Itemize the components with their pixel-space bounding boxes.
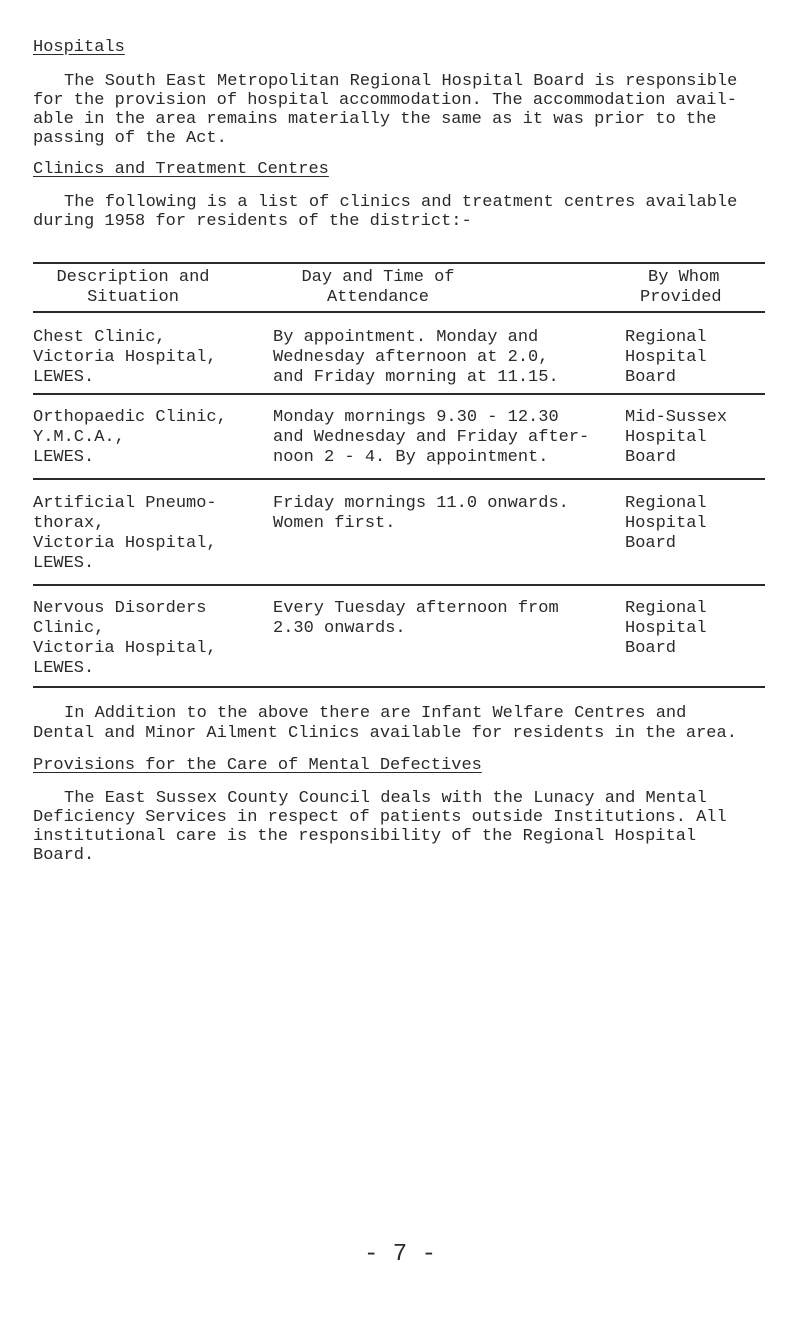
row-description: Nervous Disorders Clinic, Victoria Hospital, LEWES. xyxy=(33,599,217,678)
row-attendance: Friday mornings 11.0 onwards. Women first. xyxy=(273,494,569,533)
row-provider: Mid-Sussex Hospital Board xyxy=(625,408,728,467)
row-description: Artificial Pneumo- thorax, Victoria Hospital, LEWES. xyxy=(33,494,217,573)
table-rule xyxy=(33,393,765,395)
row-provider: Regional Hospital Board xyxy=(625,599,707,658)
mental-line: institutional care is the responsibility of the Regional Hospital xyxy=(33,827,697,846)
row-provider: Regional Hospital Board xyxy=(625,494,707,553)
row-attendance: By appointment. Monday and Wednesday afternoon at 2.0, and Friday morning at 11.15. xyxy=(273,328,559,387)
row-provider: Regional Hospital Board xyxy=(625,328,707,387)
row-description: Chest Clinic, Victoria Hospital, LEWES. xyxy=(33,328,217,387)
mental-line: The East Sussex County Council deals with the Lunacy and Mental xyxy=(64,789,707,808)
table-rule xyxy=(33,686,765,688)
addition-line: In Addition to the above there are Infant Welfare Centres and xyxy=(64,704,687,723)
row-attendance: Monday mornings 9.30 - 12.30 and Wednesday and Friday after- noon 2 - 4. By appointment. xyxy=(273,408,590,467)
mental-line: Deficiency Services in respect of patients outside Institutions. All xyxy=(33,808,727,827)
table-rule xyxy=(33,478,765,480)
page-number: - 7 - xyxy=(363,1241,436,1268)
table-rule xyxy=(33,584,765,586)
clinics-heading: Clinics and Treatment Centres xyxy=(33,160,329,179)
intro-line: for the provision of hospital accommodation. The accommodation avail- xyxy=(33,91,737,110)
table-rule xyxy=(33,311,765,313)
intro-line: The South East Metropolitan Regional Hospital Board is responsible xyxy=(64,72,738,91)
mental-line: Board. xyxy=(33,846,95,865)
intro-line: able in the area remains materially the same as it was prior to the xyxy=(33,110,717,129)
header-description: Description and Situation xyxy=(56,268,210,307)
clinics-intro-line: The following is a list of clinics and treatment centres available xyxy=(64,193,738,212)
mental-heading: Provisions for the Care of Mental Defectives xyxy=(33,756,482,775)
page-title: Hospitals xyxy=(33,38,125,57)
clinics-intro-line: during 1958 for residents of the district:- xyxy=(33,212,472,231)
header-attendance: Day and Time of Attendance xyxy=(301,268,455,307)
header-provider: By Whom Provided xyxy=(640,268,722,307)
addition-line: Dental and Minor Ailment Clinics available for residents in the area. xyxy=(33,724,737,743)
intro-line: passing of the Act. xyxy=(33,129,227,148)
row-description: Orthopaedic Clinic, Y.M.C.A., LEWES. xyxy=(33,408,227,467)
row-attendance: Every Tuesday afternoon from 2.30 onwards. xyxy=(273,599,559,638)
table-rule xyxy=(33,262,765,264)
